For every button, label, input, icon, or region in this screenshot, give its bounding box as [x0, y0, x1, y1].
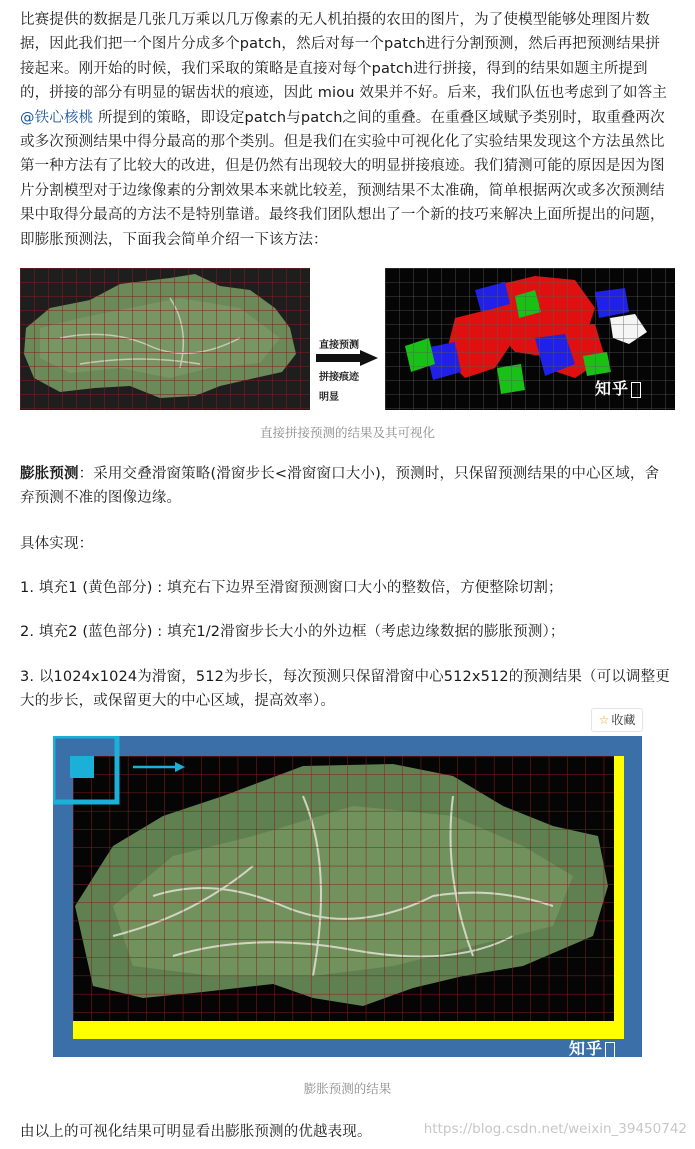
aerial-image-direct-stitch: [20, 268, 310, 410]
step-3: 3. 以1024x1024为滑窗，512为步长，每次预测只保留滑窗中心512x512的预测结果（可以调整更大的步长，或保留更大的中心区域，提高效率）。: [20, 669, 670, 710]
prediction-visualization: [385, 268, 675, 410]
zhihu-watermark-text: 知乎: [595, 379, 630, 398]
dilated-prediction-image: [53, 736, 642, 1057]
stitch-arrow-panel: [310, 268, 385, 410]
intro-paragraph: [20, 8, 672, 252]
zhihu-logo-icon-2: [605, 1042, 615, 1058]
aerial-image-graphic: [20, 268, 310, 410]
conclusion-paragraph: 由以上的可视化结果可明显看出膨胀预测的优越表现。: [20, 1124, 372, 1140]
collect-button-label: 收藏: [611, 713, 636, 727]
definition-text: ：采用交叠滑窗策略(滑窗步长<滑窗窗口大小)，预测时，只保留预测结果的中心区域，舍弃预测不准的图像边缘。: [20, 466, 660, 507]
definition-term: 膨胀预测: [20, 466, 79, 482]
user-mention-link[interactable]: @铁心核桃: [20, 109, 94, 126]
intro-text-before: 比赛提供的数据是几张几万乘以几万像素的无人机拍摄的农田的图片，为了使模型能够处理图片数据，因此我们把一个图片分成多个patch，然后对每一个patch进行分割预测，然后再把预测结果拼接起来。刚开始的时候，我们采取的策略是直接对每个patch进行拼接，得到的结果如题主所提到的，拼接的部分有明显的锯齿状的痕迹，因此 miou 效果并不好。后来，我们队伍也考虑到了如答主: [20, 12, 667, 102]
step-2: 2. 填充2 (蓝色部分) : 填充1/2滑窗步长大小的外边框（考虑边缘数据的膨胀预测）；: [20, 624, 565, 640]
figure1-caption: 直接拼接预测的结果及其可视化: [259, 425, 435, 440]
definition-paragraph: [20, 462, 672, 511]
star-icon: ☆: [598, 713, 610, 727]
zhihu-watermark: [595, 376, 641, 399]
arrow-label-stitch-trace: 拼接痕迹: [319, 372, 359, 383]
impl-heading: 具体实现：: [20, 536, 94, 552]
intro-text-after: 所提到的策略，即设定patch与patch之间的重叠。在重叠区域赋予类别时，取重叠两次或多次预测结果中得分最高的那个类别。但是我们在实验中可视化化了实验结果发现这个方法虽然比第一种方法有了比较大的改进，但是仍然有出现较大的明显拼接痕迹。我们猜测可能的原因是因为图片分割模型对于边缘像素的分割效果本来就比较差，预测结果不太准确，简单根据两次或多次预测结果中取得分最高的方法不是特别靠谱。最终我们团队想出了一个新的技巧来解决上面所提出的问题，即膨胀预测法，下面我会简单介绍一下该方法：: [20, 109, 665, 248]
dilated-prediction-graphic: [53, 736, 642, 1057]
zhihu-watermark-2: [569, 1036, 615, 1057]
right-arrow-icon: [316, 350, 378, 366]
csdn-watermark: https://blog.csdn.net/weixin_39450742: [423, 1121, 687, 1137]
zhihu-watermark-text-2: 知乎: [569, 1039, 604, 1057]
arrow-label-obvious: 明显: [319, 392, 339, 403]
collect-button[interactable]: [591, 708, 643, 732]
figure2-caption: 膨胀预测的结果: [303, 1081, 392, 1096]
arrow-label-direct-predict: 直接预测: [319, 340, 359, 351]
zhihu-logo-icon: [631, 382, 641, 398]
step-1: 1. 填充1 (黄色部分) : 填充右下边界至滑窗预测窗口大小的整数倍，方便整除切割；: [20, 580, 563, 596]
